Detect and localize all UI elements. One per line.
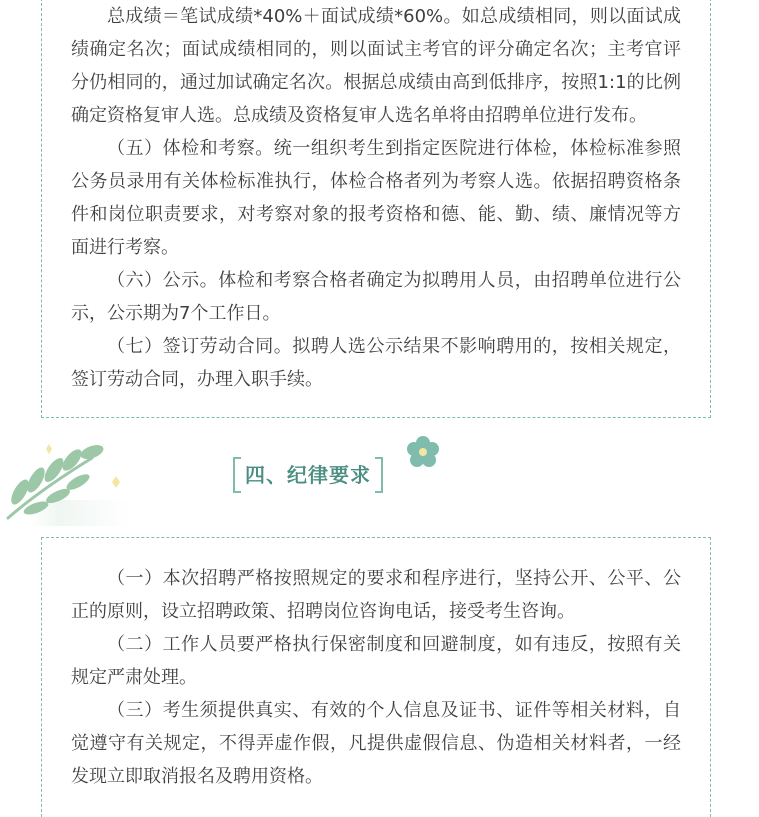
section-title: 四、纪律要求	[245, 463, 371, 487]
leaf-branch-icon	[0, 430, 140, 530]
content-box-bottom	[41, 537, 711, 817]
paragraph-staff-confidentiality: （二）工作人员要严格执行保密制度和回避制度，如有违反，按照有关规定严肃处理。	[71, 634, 681, 688]
paragraph-discipline-principle: （一）本次招聘严格按照规定的要求和程序进行，坚持公开、公平、公正的原则，设立招聘政策、招聘岗位咨询电话，接受考生咨询。	[71, 568, 681, 622]
paragraph-candidate-honesty: （三）考生须提供真实、有效的个人信息及证书、证件等相关材料，自觉遵守有关规定，不得弄虚作假，凡提供虚假信息、伪造相关材料者，一经发现立即取消报名及聘用资格。	[71, 700, 681, 787]
paragraph-physical-exam: （五）体检和考察。统一组织考生到指定医院进行体检，体检标准参照公务员录用有关体检标准执行，体检合格者列为考察人选。依据招聘资格条件和岗位职责要求，对考察对象的报考资格和德、能、勤、绩、廉情况等方面进行考察。	[71, 138, 681, 258]
paragraph-public-notice: （六）公示。体检和考察合格者确定为拟聘用人员，由招聘单位进行公示，公示期为7个工作日。	[71, 270, 681, 324]
section-title-wrap	[232, 457, 384, 493]
content-box-top	[41, 0, 711, 418]
flower-icon	[405, 434, 441, 470]
paragraph-labor-contract: （七）签订劳动合同。拟聘人选公示结果不影响聘用的，按相关规定，签订劳动合同，办理入职手续。	[71, 336, 681, 390]
paragraph-score-rule: 总成绩＝笔试成绩*40%＋面试成绩*60%。如总成绩相同，则以面试成绩确定名次；面试成绩相同的，则以面试主考官的评分确定名次；主考官评分仍相同的，通过加试确定名次。根据总成绩由高到低排序，按照1:1的比例确定资格复审人选。总成绩及资格复审人选名单将由招聘单位进行发布。	[71, 6, 681, 126]
right-bracket-icon	[374, 457, 384, 493]
